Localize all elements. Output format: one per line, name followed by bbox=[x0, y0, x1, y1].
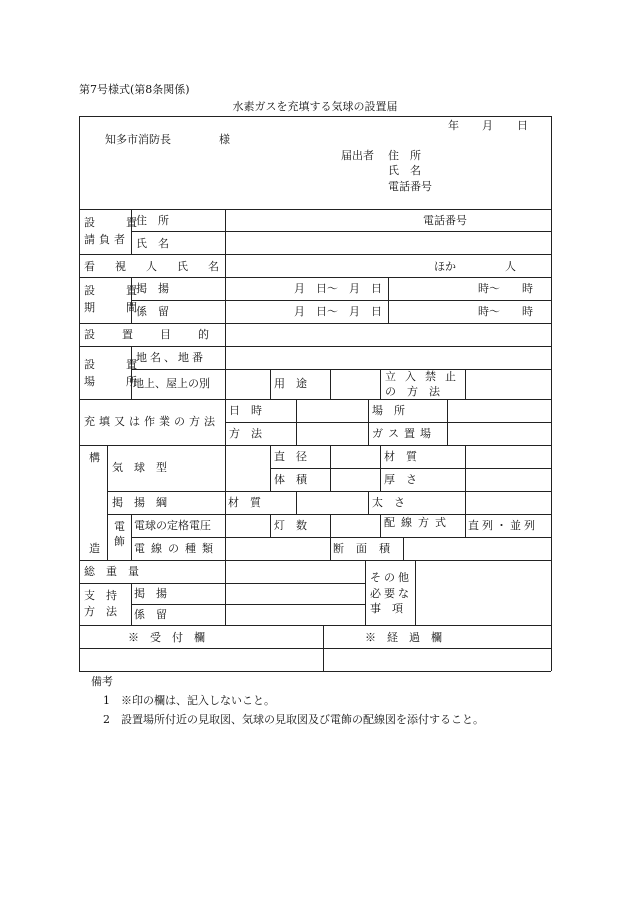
other-items-label-3: 事 項 bbox=[370, 602, 403, 615]
watcher-others-label: ほか bbox=[434, 260, 456, 273]
lot-number-label: 地名、地番 bbox=[136, 351, 206, 364]
hoist-rope-label: 掲 揚 綱 bbox=[112, 496, 167, 509]
period-label-2: 期 間 bbox=[84, 301, 147, 314]
rope-material-label: 材 質 bbox=[228, 496, 261, 509]
place-label-1: 設 置 bbox=[84, 358, 147, 371]
installer-name-label: 氏 名 bbox=[136, 237, 169, 250]
honorific: 様 bbox=[219, 133, 230, 146]
progress-column-label: ※ 経 過 欄 bbox=[365, 631, 442, 644]
no-entry-label-1: 立入禁止 bbox=[385, 370, 465, 383]
hoist-date-range: 月 日～ 月 日 bbox=[294, 282, 382, 295]
balloon-type-label: 気 球 型 bbox=[112, 461, 167, 474]
receipt-column-label: ※ 受 付 欄 bbox=[128, 631, 205, 644]
date-day-label: 日 bbox=[517, 119, 528, 132]
material-label: 材 質 bbox=[384, 450, 417, 463]
note-2-number: 2 bbox=[103, 713, 110, 726]
form-title: 水素ガスを充填する気球の設置届 bbox=[232, 100, 398, 113]
hoist-time-range: 時～ 時 bbox=[478, 282, 533, 295]
total-weight-label: 総 重 量 bbox=[84, 565, 139, 578]
wiring-method-label: 配線方式 bbox=[384, 516, 452, 529]
thickness-label: 厚 さ bbox=[384, 473, 417, 486]
hoist-label: 掲 揚 bbox=[136, 282, 169, 295]
note-1-number: 1 bbox=[103, 694, 110, 707]
mooring-time-range: 時～ 時 bbox=[478, 305, 533, 318]
form-number: 第7号様式(第8条関係) bbox=[79, 83, 190, 96]
date-year-label: 年 bbox=[448, 119, 459, 132]
structure-label-top: 構 bbox=[89, 451, 100, 464]
watcher-name-label: 看視人氏名 bbox=[84, 260, 239, 273]
method-place-label: 場 所 bbox=[372, 404, 405, 417]
support-hoist-label: 掲 揚 bbox=[134, 587, 167, 600]
other-items-label-2: 必要な bbox=[370, 587, 412, 600]
usage-label: 用 途 bbox=[274, 377, 307, 390]
support-mooring-label: 係 留 bbox=[134, 608, 167, 621]
illumination-label-1: 電 bbox=[114, 520, 125, 533]
note-1-text: ※印の欄は、記入しないこと。 bbox=[121, 694, 275, 707]
illumination-label-2: 飾 bbox=[114, 535, 125, 548]
installer-phone-label: 電話番号 bbox=[423, 214, 467, 227]
place-label-2: 場 所 bbox=[84, 375, 147, 388]
method-method-label: 方 法 bbox=[229, 427, 262, 440]
installer-label-2: 請負者 bbox=[84, 233, 129, 246]
method-datetime-label: 日 時 bbox=[229, 404, 262, 417]
applicant-address-label: 住 所 bbox=[388, 149, 421, 162]
mooring-date-range: 月 日～ 月 日 bbox=[294, 305, 382, 318]
volume-label: 体 積 bbox=[274, 473, 307, 486]
wire-type-label: 電線の種類 bbox=[134, 542, 219, 555]
addressee: 知多市消防長 bbox=[105, 133, 171, 146]
applicant-name-label: 氏 名 bbox=[388, 164, 421, 177]
period-label-1: 設 置 bbox=[84, 284, 147, 297]
installer-address-label: 住 所 bbox=[136, 214, 169, 227]
note-2-text: 設置場所付近の見取図、気球の見取図及び電飾の配線図を添付すること。 bbox=[121, 713, 484, 726]
applicant-phone-label: 電話番号 bbox=[388, 180, 432, 193]
cross-section-label: 断面積 bbox=[333, 542, 402, 555]
lamp-count-label: 灯 数 bbox=[274, 519, 307, 532]
series-parallel-label: 直列・並列 bbox=[468, 519, 538, 532]
rooftop-label: 地上、屋上の別 bbox=[133, 377, 210, 390]
fill-method-label: 充填又は作業の方法 bbox=[84, 415, 219, 428]
rope-thickness-label: 太 さ bbox=[372, 496, 405, 509]
date-month-label: 月 bbox=[482, 119, 493, 132]
purpose-label: 設置目的 bbox=[84, 328, 236, 341]
notes-heading: 備考 bbox=[91, 675, 113, 688]
diameter-label: 直 径 bbox=[274, 450, 307, 463]
bulb-voltage-label: 電球の定格電圧 bbox=[134, 519, 211, 532]
applicant-label: 届出者 bbox=[341, 149, 374, 162]
gas-storage-label: ガス置場 bbox=[372, 427, 436, 440]
structure-label-bottom: 造 bbox=[89, 542, 100, 555]
support-label-2: 方 法 bbox=[84, 605, 117, 618]
no-entry-label-2: の 方 法 bbox=[385, 385, 440, 398]
installer-label-1: 設 置 bbox=[84, 216, 147, 229]
mooring-label: 係 留 bbox=[136, 305, 169, 318]
other-items-label-1: その他 bbox=[370, 571, 412, 584]
support-label-1: 支 持 bbox=[84, 589, 117, 602]
watcher-persons-label: 人 bbox=[505, 260, 516, 273]
